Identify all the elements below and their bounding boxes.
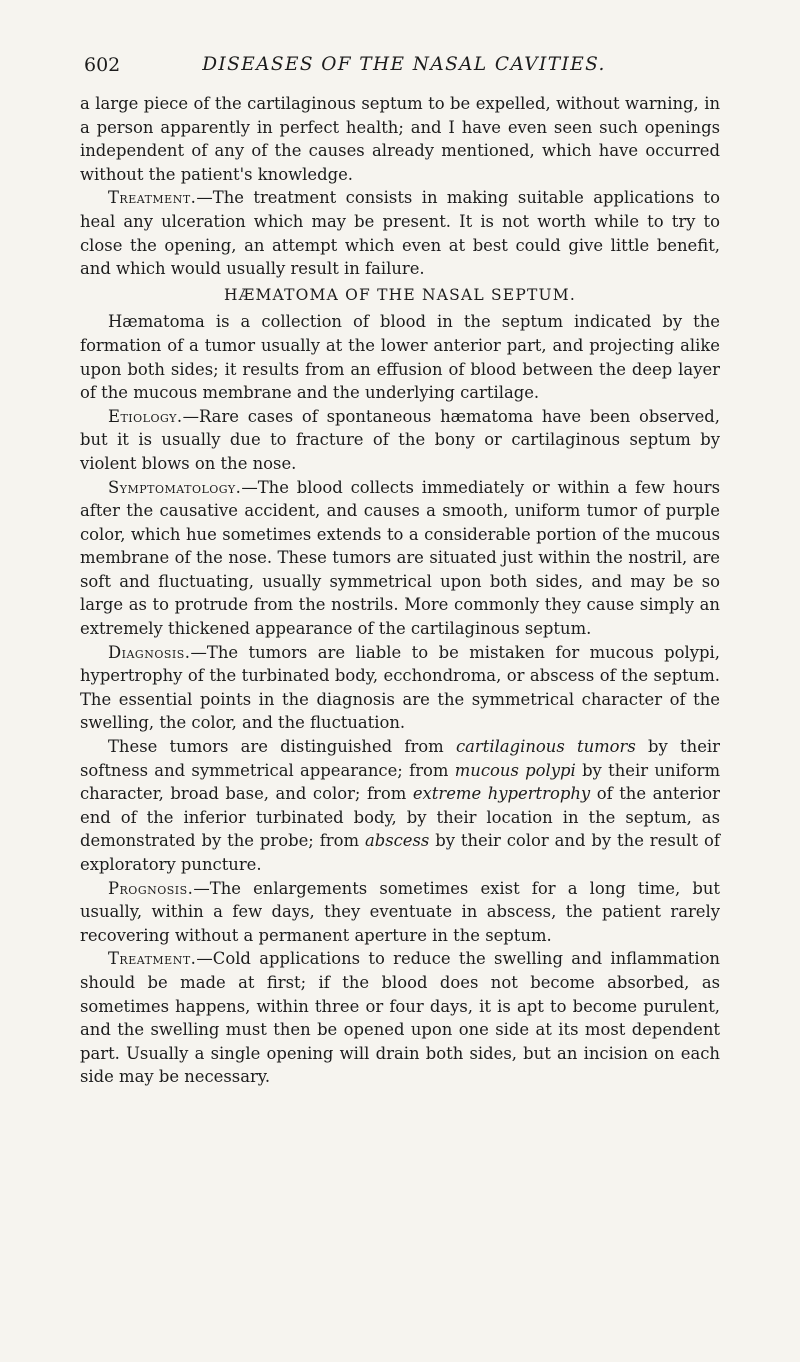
run-in-heading: Symptomatology. xyxy=(108,477,242,497)
paragraph-prognosis: Prognosis.—The enlargements sometimes exist for a long time, but usually, within a few days, they eventuate in abscess, the patient rarely recovering without a permanent aperture in the septum. xyxy=(80,878,720,945)
paragraph-treatment-perforation: Treatment.—The treatment consists in making suitable applications to heal any ulceration which may be present. It is not worth while to try to close the opening, an attempt which even at best could give little benefit, and which would usually result in failure. xyxy=(80,188,720,279)
run-in-heading: Treatment. xyxy=(108,188,197,208)
italic-term: abscess xyxy=(364,831,430,851)
italic-term: cartilaginous tumors xyxy=(455,737,636,757)
paragraph-differential: These tumors are distinguished from cartilaginous tumors by their softness and symmetrical appearance; from mucous polypi by their uniform character, broad base, and color; from extreme hypertrophy of the anterior end of the inferior turbinated body, by their location in the septum, as demonstrated by the probe; from abscess by their color and by the result of exploratory puncture. xyxy=(80,737,720,874)
running-head xyxy=(84,54,724,88)
paragraph-treatment-haematoma: Treatment.—Cold applications to reduce the swelling and inflammation should be made at first; if the blood does not become absorbed, as sometimes happens, within three or four days, it is apt to become purulent, and the swelling must then be opened upon one side at its most dependent part. Usually a single opening will drain both sides, but an incision on each side may be necessary. xyxy=(80,949,720,1087)
italic-term: mucous polypi xyxy=(454,760,576,780)
run-in-heading: Etiology. xyxy=(108,406,183,426)
run-in-heading: Prognosis. xyxy=(108,878,194,898)
section-heading: HÆMATOMA OF THE NASAL SEPTUM. xyxy=(224,285,576,304)
paragraph-continuation: a large piece of the cartilaginous septum to be expelled, without warning, in a person apparently in perfect health; and I have even seen such openings independent of any of the causes already mentioned, which have occurred without the patient's knowledge. xyxy=(80,94,720,184)
running-title: DISEASES OF THE NASAL CAVITIES. xyxy=(202,54,606,75)
paragraph-diagnosis: Diagnosis.—The tumors are liable to be mistaken for mucous polypi, hypertrophy of the turbinated body, ecchondroma, or abscess of the septum. The essential points in the diagnosis are the symmetrical character of the swelling, the color, and the fluctuation. xyxy=(80,642,720,733)
paragraph-etiology: Etiology.—Rare cases of spontaneous hæmatoma have been observed, but it is usually due to fracture of the bony or cartilaginous septum by violent blows on the nose. xyxy=(80,406,720,473)
paragraph-symptomatology: Symptomatology.—The blood collects immediately or within a few hours after the causative accident, and causes a smooth, uniform tumor of purple color, which hue sometimes extends to a considerable portion of the mucous membrane of the nose. These tumors are situated just within the nostril, are soft and fluctuating, usually symmetrical upon both sides, and may be so large as to protrude from the nostrils. More commonly they cause simply an extremely thickened appearance of the cartilaginous septum. xyxy=(80,477,720,639)
page-number: 602 xyxy=(84,54,121,76)
paragraph-definition: Hæmatoma is a collection of blood in the septum indicated by the formation of a tumor usually at the lower anterior part, and projecting alike upon both sides; it results from an effusion of blood between the deep layer of the mucous membrane and the underlying cartilage. xyxy=(80,312,720,403)
run-in-heading: Treatment. xyxy=(108,949,197,969)
italic-term: extreme hypertrophy xyxy=(412,784,591,804)
run-in-heading: Diagnosis. xyxy=(108,642,191,662)
page-body xyxy=(80,92,720,1089)
